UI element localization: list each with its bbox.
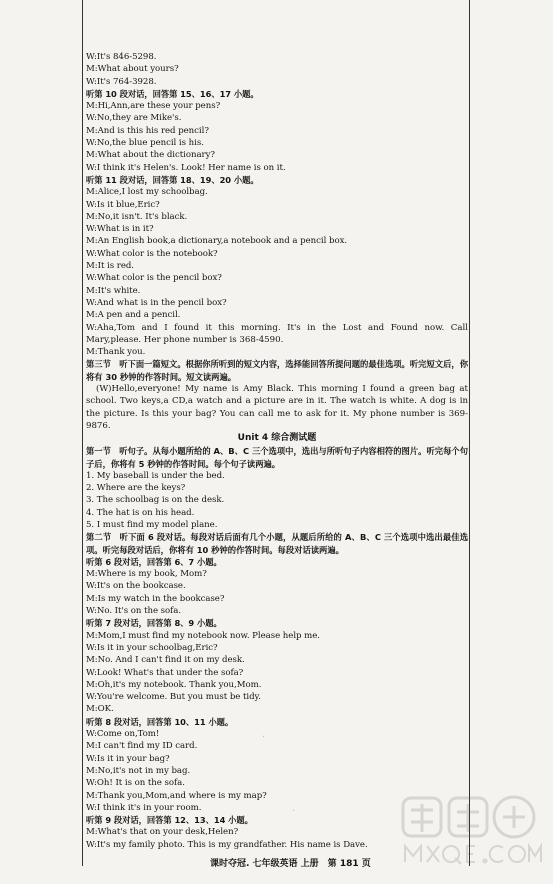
watermark-icon — [395, 790, 545, 870]
dialogue-line: W:No,the blue pencil is his. — [86, 138, 204, 149]
dialogue-line: W:It's 764-3928. — [86, 76, 157, 87]
dialogue-line: W:No,they are Mike's. — [86, 113, 182, 124]
right-margin-rule — [469, 0, 470, 866]
dialogue-line: M:I can't find my ID card. — [86, 741, 198, 752]
dialogue-line: W:It's my family photo. This is my grandfather. His name is Dave. — [86, 839, 368, 850]
section3-instructions: 第三节 听下面一篇短文。根据你所听到的短文内容，选择能回答所提问题的最佳选项。听完短文后，你将有 30 秒钟的作答时间。短文读两遍。 — [86, 359, 468, 382]
dialogue-line: M:And is this his red pencil? — [86, 125, 209, 136]
scan-mark: · — [262, 732, 266, 743]
dialogue-line: 听第 9 段对话，回答第 12、13、14 小题。 — [86, 815, 253, 826]
dialogue-line: W:Look! What's that under the sofa? — [86, 667, 244, 678]
sentence-item: 1. My baseball is under the bed. — [86, 470, 225, 481]
dialogue-line: W:Come on,Tom! — [86, 729, 160, 740]
scan-mark: · — [292, 806, 296, 817]
sentence-item: 5. I must find my model plane. — [86, 519, 218, 530]
section2-instructions: 第二节 听下面 6 段对话。每段对话后面有几个小题，从题后所给的 A、B、C 三个选项中选出最佳选项。听完每段对话后，你将有 10 秒钟的作答时间。每段对话读两遍。 — [86, 532, 468, 555]
dialogue-line: W:Oh! It is on the sofa. — [86, 778, 185, 789]
sentence-list — [86, 470, 468, 531]
dialogue-line: W:It's on the bookcase. — [86, 581, 186, 592]
dialogue-line: W:And what is in the pencil box? — [86, 297, 227, 308]
dialogue-line: W:You're welcome. But you must be tidy. — [86, 692, 261, 703]
dialogue-line: M:Thank you,Mom,and where is my map? — [86, 790, 267, 801]
dialogue-line: 听第 10 段对话，回答第 15、16、17 小题。 — [86, 88, 259, 99]
dialogue-line: W:It's 846-5298. — [86, 52, 157, 62]
dialogue-line: M:It's white. — [86, 285, 141, 296]
dialogue-line: W:Is it blue,Eric? — [86, 199, 160, 210]
dialogue-line: W:Is it in your schoolbag,Eric? — [86, 642, 218, 653]
dialogue-line-thank-you: M:Thank you. — [86, 347, 146, 358]
section1-instructions: 第一节 听句子。从每小题所给的 A、B、C 三个选项中，选出与所听句子内容相符的图片。听完每个句子后，你将有 5 秒钟的作答时间。每个句子读两遍。 — [86, 446, 468, 469]
left-margin-rule — [82, 0, 83, 866]
sentence-item: 4. The hat is on his head. — [86, 507, 195, 518]
dialogue-line: 听第 7 段对话，回答第 8、9 小题。 — [86, 618, 222, 629]
dialogue-line: W:I think it's in your room. — [86, 802, 202, 813]
dialogue-line: M:Oh,it's my notebook. Thank you,Mom. — [86, 679, 262, 690]
dialogue-line: W:What color is the notebook? — [86, 248, 218, 259]
dialogue-line: 听第 11 段对话，回答第 18、19、20 小题。 — [86, 174, 259, 185]
dialogue-line: W:Is it in your bag? — [86, 753, 170, 764]
unit-title: Unit 4 综合测试题 — [237, 433, 317, 444]
watermark-logo — [395, 790, 545, 870]
listening-passage: (W)Hello,everyone! My name is Amy Black. This morning I found a green bag at school. Two keys,a CD,a watch and a picture are in it. The watch is white. A dog is in the picture. Is this your bag? You can call me to ask for it. My phone number is 369-9876. — [86, 384, 468, 431]
dialogue-line: M:OK. — [86, 704, 114, 715]
dialogue-line: M:Hi,Ann,are these your pens? — [86, 101, 221, 112]
dialogue-line: M:Is my watch in the bookcase? — [86, 593, 225, 604]
dialogue-line: W:What is in it? — [86, 224, 154, 235]
dialogue-line: M:An English book,a dictionary,a notebook and a pencil box. — [86, 236, 348, 247]
dialogue-line: W:What color is the pencil box? — [86, 273, 222, 284]
dialogue-line: M:A pen and a pencil. — [86, 310, 181, 321]
dialogue-line: M:What about the dictionary? — [86, 150, 215, 161]
dialogue-line: 听第 6 段对话，回答第 6、7 小题。 — [86, 556, 222, 567]
dialogue-line: 听第 8 段对话，回答第 10、11 小题。 — [86, 716, 234, 727]
dialogue-line: M:It is red. — [86, 261, 134, 272]
dialogue-line: W:I think it's Helen's. Look! Her name is on it. — [86, 162, 286, 173]
dialogue-line: M:What about yours? — [86, 64, 179, 75]
dialogue-line: M:Alice,I lost my schoolbag. — [86, 187, 208, 198]
dialogue-line: M:What's that on your desk,Helen? — [86, 827, 239, 838]
dialogue-line: W:No. It's on the sofa. — [86, 606, 182, 617]
sentence-item: 2. Where are the keys? — [86, 483, 186, 494]
dialogue-line: M:Where is my book, Mom? — [86, 569, 207, 580]
dialogue-line: M:No,it's not in my bag. — [86, 765, 191, 776]
dialogue-line: M:No,it isn't. It's black. — [86, 211, 188, 222]
sentence-item: 3. The schoolbag is on the desk. — [86, 495, 225, 506]
page-footer: 课时夺冠. 七年级英语 上册 第 181 页 — [210, 859, 371, 869]
dialogue-line: M:No. And I can't find it on my desk. — [86, 655, 245, 666]
dialogue-line: M:Mom,I must find my notebook now. Please help me. — [86, 630, 320, 641]
dialogue-block-top — [86, 51, 468, 322]
dialogue-line-call-mary: W:Aha,Tom and I found it this morning. It's in the Lost and Found now. Call Mary,please. Her phone number is 368-4590. — [86, 322, 468, 345]
page-content — [86, 51, 468, 851]
